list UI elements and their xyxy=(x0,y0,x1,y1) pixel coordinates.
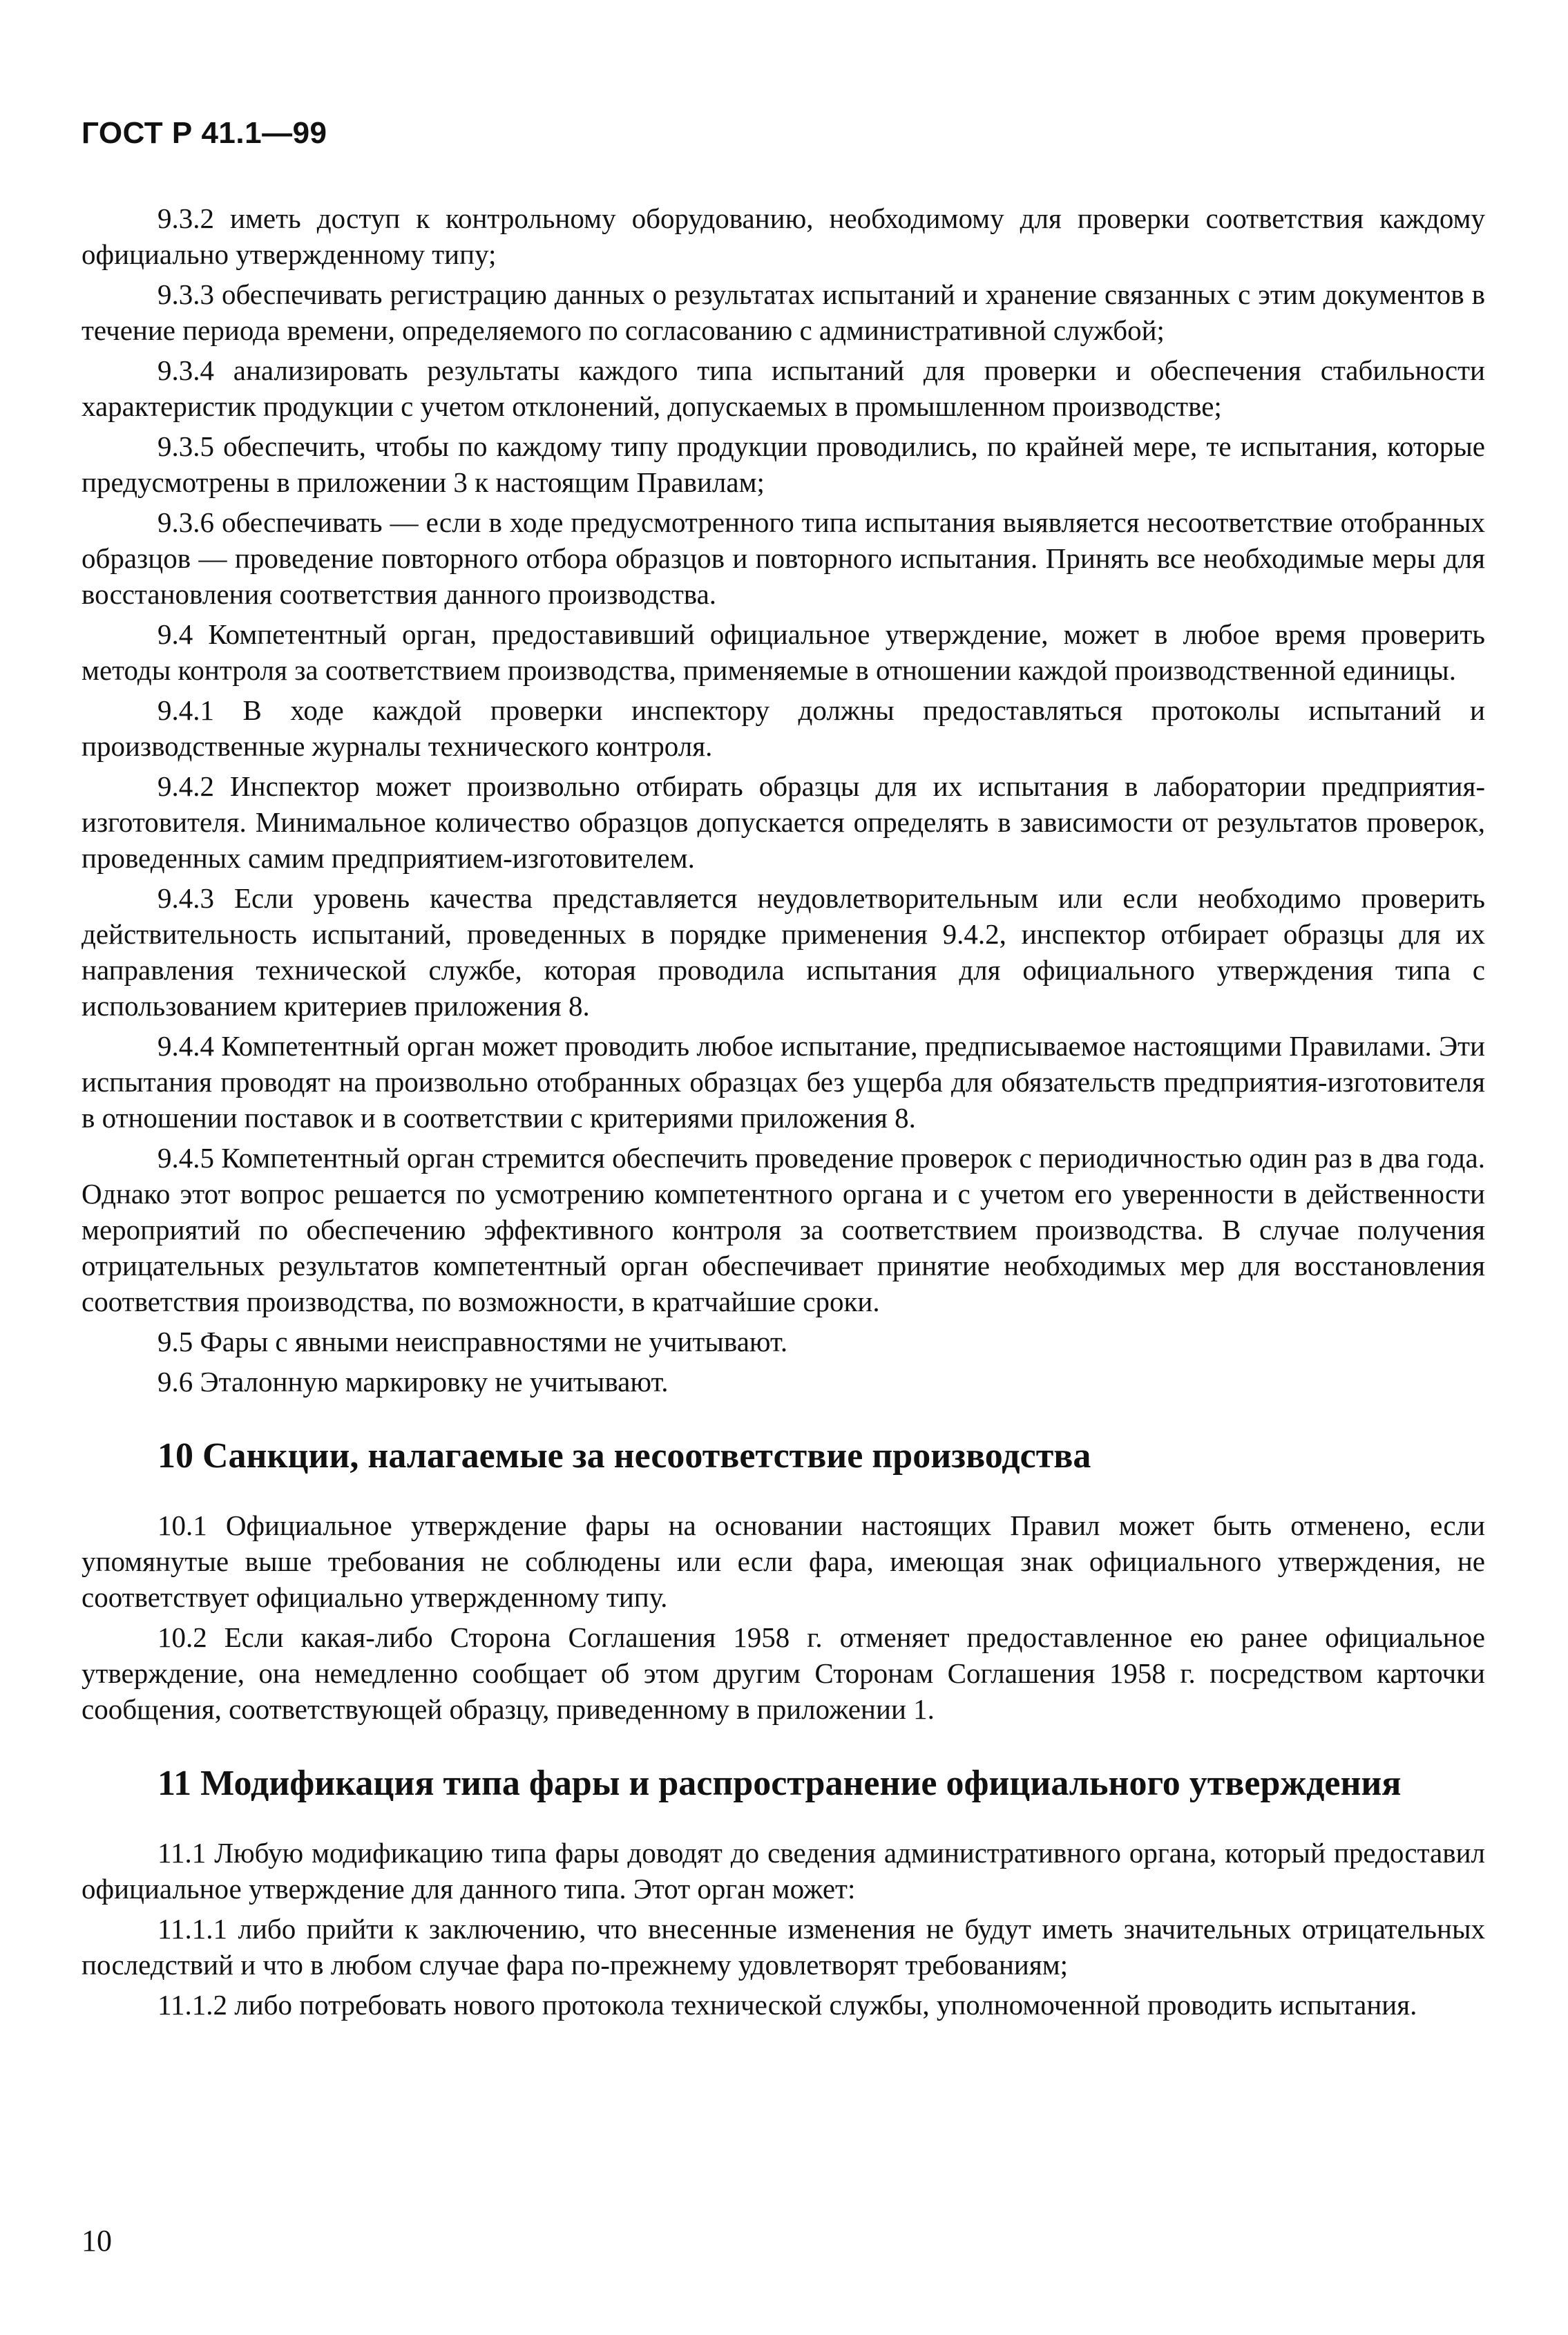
paragraph-10-2: 10.2 Если какая-либо Сторона Соглашения 1958 г. отменяет предоставленное ею ранее официальное утверждение, она немедленно сообщает об этом другим Сторонам Соглашения 1958 г. посредством карточки сообщения, соответствующей образцу, приведенному в приложении 1. xyxy=(82,1621,1485,1725)
section-10-heading: 10 Санкции, налагаемые за несоответствие производства xyxy=(157,1436,1091,1476)
paragraph-9-3-4: 9.3.4 анализировать результаты каждого типа испытаний для проверки и обеспечения стабильности характеристик продукции с учетом отклонений, допускаемых в промышленном производстве; xyxy=(82,354,1485,422)
paragraph-9-4-5: 9.4.5 Компетентный орган стремится обеспечить проведение проверок с периодичностью один раз в два года. Однако этот вопрос решается по усмотрению компетентного органа и с учетом его уверенности в действенности мероприятий по обеспечению эффективного контроля за соответствием производства. В случае получения отрицательных результатов компетентный орган обеспечивает принятие необходимых мер для восстановления соответствия производства, по возможности, в кратчайшие сроки. xyxy=(82,1142,1485,1317)
paragraph-9-3-6: 9.3.6 обеспечивать — если в ходе предусмотренного типа испытания выявляется несоответствие отобранных образцов — проведение повторного отбора образцов и повторного испытания. Принять все необходимые меры для восстановления соответствия данного производства. xyxy=(82,506,1485,610)
paragraph-9-4-1: 9.4.1 В ходе каждой проверки инспектору должны предоставляться протоколы испытаний и производственные журналы технического контроля. xyxy=(82,694,1485,762)
section-11-heading: 11 Модификация типа фары и распространение официального утверждения xyxy=(157,1764,1402,1803)
paragraph-9-3-3: 9.3.3 обеспечивать регистрацию данных о результатах испытаний и хранение связанных с этим документов в течение периода времени, определяемого по согласованию с административной службой; xyxy=(82,278,1485,346)
paragraph-10-1: 10.1 Официальное утверждение фары на основании настоящих Правил может быть отменено, если упомянутые выше требования не соблюдены или если фара, имеющая знак официального утверждения, не соответствует официально утвержденному типу. xyxy=(82,1509,1485,1613)
document-id-header: ГОСТ Р 41.1—99 xyxy=(82,116,327,150)
paragraph-9-4-3: 9.4.3 Если уровень качества представляется неудовлетворительным или если необходимо проверить действительность испытаний, проведенных в порядке применения 9.4.2, инспектор отбирает образцы для их направления технической службе, которая проводила испытания для официального утверждения типа с использованием критериев приложения 8. xyxy=(82,882,1485,1022)
paragraph-9-4-2: 9.4.2 Инспектор может произвольно отбирать образцы для их испытания в лаборатории предприятия-изготовителя. Минимальное количество образцов допускается определять в зависимости от результатов проверок, проведенных самим предприятием-изготовителем. xyxy=(82,770,1485,874)
paragraph-9-3-2: 9.3.2 иметь доступ к контрольному оборудованию, необходимому для проверки соответствия каждому официально утвержденному типу; xyxy=(82,202,1485,270)
page-number: 10 xyxy=(82,2224,112,2258)
paragraph-9-5: 9.5 Фары с явными неисправностями не учитывают. xyxy=(157,1326,788,1357)
paragraph-9-3-5: 9.3.5 обеспечить, чтобы по каждому типу продукции проводились, по крайней мере, те испытания, которые предусмотрены в приложении 3 к настоящим Правилам; xyxy=(82,430,1485,498)
paragraph-11-1-1: 11.1.1 либо прийти к заключению, что внесенные изменения не будут иметь значительных отрицательных последствий и что в любом случае фара по-прежнему удовлетворят требованиям; xyxy=(82,1913,1485,1981)
paragraph-11-1-2: 11.1.2 либо потребовать нового протокола технической службы, уполномоченной проводить испытания. xyxy=(157,1989,1417,2021)
paragraph-9-6: 9.6 Эталонную маркировку не учитывают. xyxy=(157,1366,669,1398)
paragraph-11-1: 11.1 Любую модификацию типа фары доводят до сведения административного органа, который предоставил официальное утверждение для данного типа. Этот орган может: xyxy=(82,1837,1485,1905)
paragraph-9-4: 9.4 Компетентный орган, предоставивший официальное утверждение, может в любое время проверить методы контроля за соответствием производства, применяемые в отношении каждой производственной единицы. xyxy=(82,618,1485,686)
paragraph-9-4-4: 9.4.4 Компетентный орган может проводить любое испытание, предписываемое настоящими Правилами. Эти испытания проводят на произвольно отобранных образцах без ущерба для обязательств предприятия-изготовителя в отношении поставок и в соответствии с критериями приложения 8. xyxy=(82,1030,1485,1134)
document-body xyxy=(82,200,1485,2027)
